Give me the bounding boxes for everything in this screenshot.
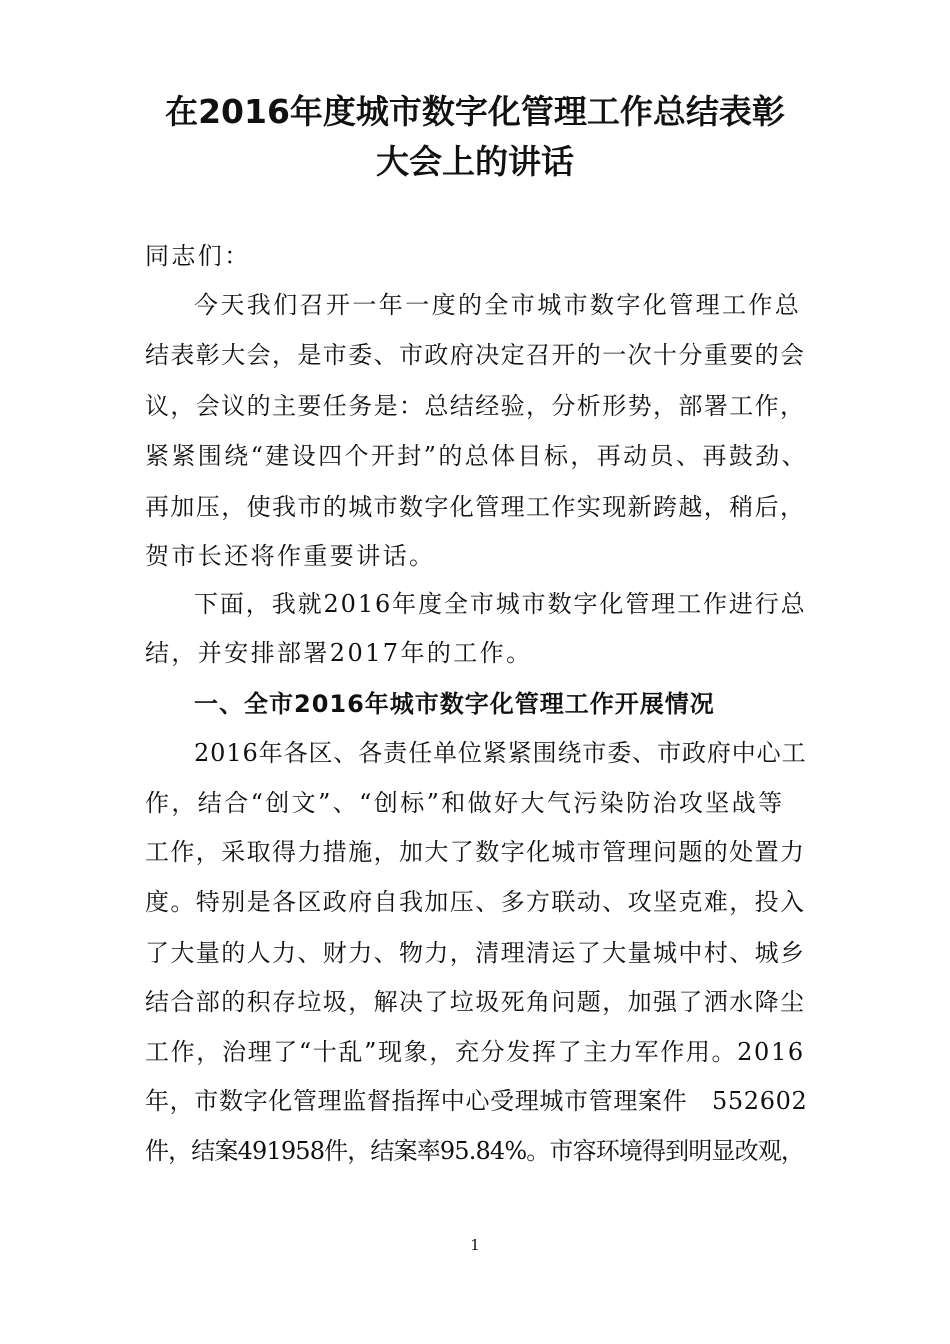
paragraph-line: 作，结合“创文”、“创标”和做好大气污染防治攻坚战等 (145, 789, 785, 817)
paragraph-line: 紧紧围绕“建设四个开封”的总体目标，再动员、再鼓劲、 (145, 442, 808, 470)
paragraph-line: 结表彰大会，是市委、市政府决定召开的一次十分重要的会 (145, 341, 806, 369)
paragraph-line: 贺市长还将作重要讲话。 (145, 542, 436, 570)
paragraph-line: 度。特别是各区政府自我加压、多方联动、攻坚克难，投入 (145, 888, 806, 916)
page-number: 1 (470, 1236, 480, 1254)
document-title-line-1: 在2016年度城市数字化管理工作总结表彰 (165, 92, 785, 131)
paragraph-line: 了大量的人力、财力、物力，清理清运了大量城中村、城乡 (145, 939, 806, 967)
section-heading: 一、全市2016年城市数字化管理工作开展情况 (194, 690, 715, 718)
paragraph-line: 结合部的积存垃圾，解决了垃圾死角问题，加强了洒水降尘 (145, 988, 806, 1016)
paragraph-line: 工作，采取得力措施，加大了数字化城市管理问题的处置力 (145, 838, 806, 866)
paragraph-line: 结，并安排部署2017年的工作。 (145, 639, 533, 667)
paragraph-line: 议，会议的主要任务是：总结经验，分析形势，部署工作， (145, 392, 806, 420)
paragraph-line: 下面，我就2016年度全市城市数字化管理工作进行总 (194, 590, 807, 618)
paragraph-line: 2016年各区、各责任单位紧紧围绕市委、市政府中心工 (194, 739, 807, 767)
salutation: 同志们： (145, 242, 251, 270)
paragraph-line: 工作，治理了“十乱”现象，充分发挥了主力军作用。2016 (145, 1038, 805, 1066)
paragraph-line: 再加压，使我市的城市数字化管理工作实现新跨越，稍后， (145, 493, 806, 521)
document-title-line-2: 大会上的讲话 (376, 142, 574, 181)
paragraph-line: 件，结案491958件，结案率95.84%。市容环境得到明显改观， (145, 1137, 805, 1165)
paragraph-line: 年，市数字化管理监督指挥中心受理城市管理案件 552602 (145, 1087, 808, 1115)
paragraph-line: 今天我们召开一年一度的全市城市数字化管理工作总 (194, 291, 802, 319)
